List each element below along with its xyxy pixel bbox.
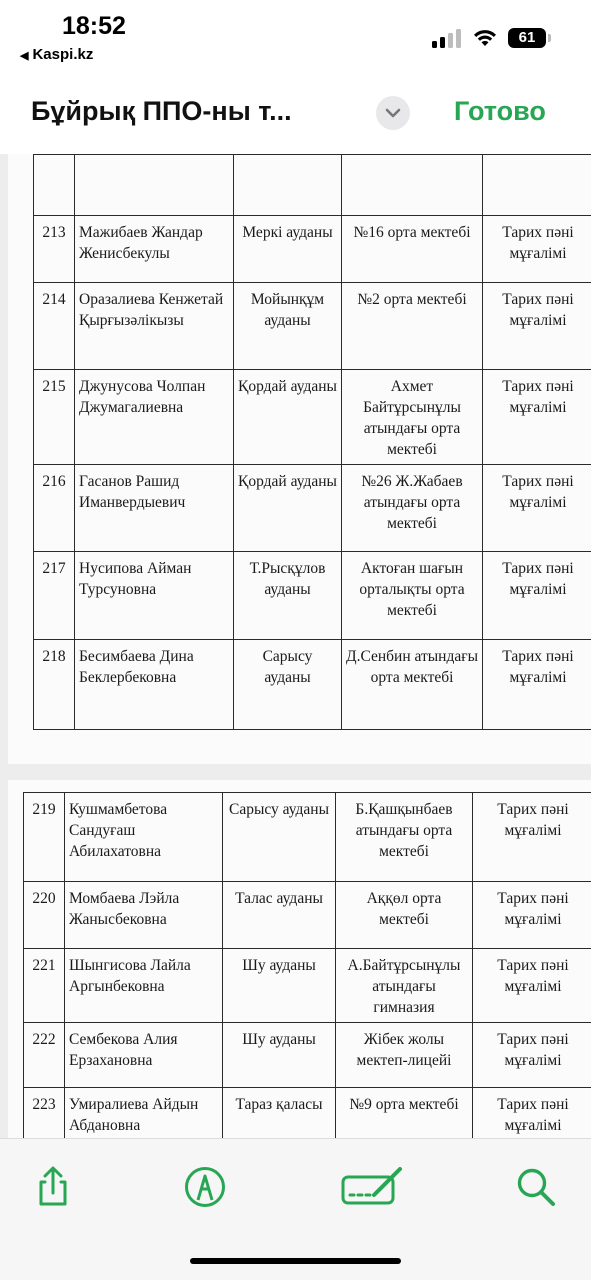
row-name: Момбаева Лэйла Жанысбековна bbox=[65, 882, 223, 949]
bottom-toolbar bbox=[0, 1138, 591, 1280]
search-icon[interactable] bbox=[514, 1165, 558, 1209]
row-number: 213 bbox=[34, 216, 75, 283]
row-position: Тарих пәні мұғалімі bbox=[473, 949, 591, 1023]
row-position: Тарих пәні мұғалімі bbox=[483, 552, 591, 640]
row-name bbox=[75, 155, 234, 216]
row-district: Қордай ауданы bbox=[234, 370, 342, 465]
row-school: №2 орта мектебі bbox=[342, 283, 483, 370]
row-number: 217 bbox=[34, 552, 75, 640]
signature-icon[interactable] bbox=[340, 1165, 404, 1209]
row-position: Тарих пәні мұғалімі bbox=[483, 283, 591, 370]
row-number: 218 bbox=[34, 640, 75, 730]
row-district bbox=[234, 155, 342, 216]
document-title[interactable]: Бұйрық ППО-ны т... bbox=[31, 96, 292, 126]
row-position: Тарих пәні мұғалімі bbox=[473, 793, 591, 882]
row-district: Т.Рысқұлов ауданы bbox=[234, 552, 342, 640]
row-position: Тарих пәні мұғалімі bbox=[483, 216, 591, 283]
row-position: Тарих пәні мұғалімі bbox=[483, 640, 591, 730]
row-number bbox=[34, 155, 75, 216]
row-name: Мажибаев Жандар Женисбекулы bbox=[75, 216, 234, 283]
back-app-label: Kaspi.kz bbox=[32, 46, 94, 63]
row-school: Актоған шағын орталықты орта мектебі bbox=[342, 552, 483, 640]
row-number: 219 bbox=[24, 793, 65, 882]
back-triangle-icon: ◀ bbox=[20, 50, 29, 62]
row-name: Бесимбаева Дина Беклербековна bbox=[75, 640, 234, 730]
table-row bbox=[24, 1088, 591, 1139]
row-school bbox=[342, 155, 483, 216]
row-school: Жібек жолы мектеп-лицейі bbox=[336, 1023, 473, 1088]
table-row bbox=[34, 465, 591, 552]
table-row bbox=[24, 1023, 591, 1088]
row-name: Гасанов Рашид Иманвердыевич bbox=[75, 465, 234, 552]
row-position: Тарих пәні мұғалімі bbox=[473, 1023, 591, 1088]
table-row bbox=[34, 216, 591, 283]
row-number: 222 bbox=[24, 1023, 65, 1088]
row-school: Аққөл орта мектебі bbox=[336, 882, 473, 949]
table-row bbox=[24, 882, 591, 949]
row-number: 214 bbox=[34, 283, 75, 370]
row-district: Шу ауданы bbox=[223, 949, 336, 1023]
share-icon[interactable] bbox=[31, 1165, 75, 1209]
document-viewer[interactable] bbox=[0, 154, 591, 1138]
home-indicator[interactable] bbox=[190, 1258, 401, 1264]
battery-tip bbox=[548, 34, 551, 42]
battery-icon: 61 bbox=[508, 28, 546, 48]
chevron-down-icon bbox=[385, 108, 401, 118]
markup-icon[interactable] bbox=[183, 1165, 227, 1209]
row-district: Меркі ауданы bbox=[234, 216, 342, 283]
row-number: 216 bbox=[34, 465, 75, 552]
row-number: 221 bbox=[24, 949, 65, 1023]
back-to-app-link[interactable] bbox=[20, 46, 93, 63]
table-row bbox=[34, 370, 591, 465]
row-district: Мойынқұм ауданы bbox=[234, 283, 342, 370]
cellular-signal-icon bbox=[432, 28, 462, 48]
row-school: А.Байтұрсынұлы атындағы гимназия bbox=[336, 949, 473, 1023]
row-school: Д.Сенбин атындағы орта мектебі bbox=[342, 640, 483, 730]
row-school: Б.Қашқынбаев атындағы орта мектебі bbox=[336, 793, 473, 882]
title-menu-button[interactable] bbox=[376, 96, 410, 130]
table-row bbox=[34, 155, 591, 216]
row-school: №16 орта мектебі bbox=[342, 216, 483, 283]
table-row bbox=[34, 552, 591, 640]
employee-table bbox=[33, 154, 591, 730]
row-position: Тарих пәні мұғалімі bbox=[483, 370, 591, 465]
wifi-icon bbox=[472, 26, 498, 48]
row-position: Тарих пәні мұғалімі bbox=[473, 882, 591, 949]
row-position bbox=[483, 155, 591, 216]
employee-table bbox=[23, 792, 591, 1138]
row-number: 223 bbox=[24, 1088, 65, 1139]
row-district: Талас ауданы bbox=[223, 882, 336, 949]
table-row bbox=[34, 640, 591, 730]
navigation-bar bbox=[0, 86, 591, 142]
row-number: 220 bbox=[24, 882, 65, 949]
row-district: Тараз қаласы bbox=[223, 1088, 336, 1139]
row-name: Нусипова Айман Турсуновна bbox=[75, 552, 234, 640]
row-name: Умиралиева Айдын Абдановна bbox=[65, 1088, 223, 1139]
status-time: 18:52 bbox=[62, 12, 126, 40]
table-row bbox=[24, 949, 591, 1023]
table-row bbox=[24, 793, 591, 882]
row-position: Тарих пәні мұғалімі bbox=[483, 465, 591, 552]
row-position: Тарих пәні мұғалімі bbox=[473, 1088, 591, 1139]
row-name: Оразалиева Кенжетай Қырғызәлiкызы bbox=[75, 283, 234, 370]
row-number: 215 bbox=[34, 370, 75, 465]
row-school: №26 Ж.Жабаев атындағы орта мектебі bbox=[342, 465, 483, 552]
row-district: Сарысу ауданы bbox=[223, 793, 336, 882]
status-bar bbox=[0, 0, 591, 72]
table-row bbox=[34, 283, 591, 370]
row-name: Шынгисова Лайла Аргынбековна bbox=[65, 949, 223, 1023]
row-district: Шу ауданы bbox=[223, 1023, 336, 1088]
done-button[interactable]: Готово bbox=[454, 96, 546, 126]
row-district: Қордай ауданы bbox=[234, 465, 342, 552]
row-school: №9 орта мектебі bbox=[336, 1088, 473, 1139]
row-name: Джунусова Чолпан Джумагалиевна bbox=[75, 370, 234, 465]
row-school: Ахмет Байтұрсынұлы атындағы орта мектебі bbox=[342, 370, 483, 465]
row-name: Сембекова Алия Ерзахановна bbox=[65, 1023, 223, 1088]
row-name: Кушмамбетова Сандуғаш Абилахатовна bbox=[65, 793, 223, 882]
row-district: Сарысу ауданы bbox=[234, 640, 342, 730]
